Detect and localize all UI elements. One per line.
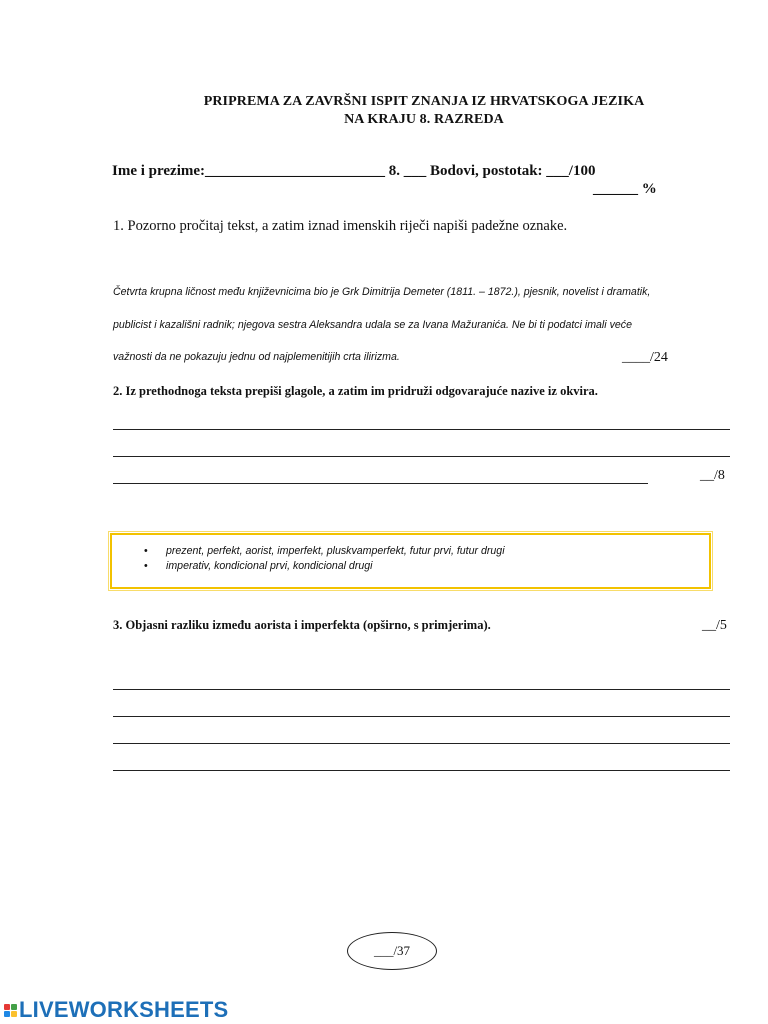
answer-line[interactable] <box>113 483 648 484</box>
word-box-item: • prezent, perfekt, aorist, imperfekt, pluskvamperfekt, futur prvi, futur drugi <box>166 544 709 559</box>
liveworksheets-logo <box>4 997 228 1023</box>
logo-square <box>11 1011 17 1017</box>
logo-square <box>4 1004 10 1010</box>
answer-line[interactable] <box>113 456 730 457</box>
answer-line[interactable] <box>113 716 730 717</box>
answer-line[interactable] <box>113 689 730 690</box>
answer-line[interactable] <box>113 429 730 430</box>
answer-line[interactable] <box>113 770 730 771</box>
question-1-text: 1. Pozorno pročitaj tekst, a zatim iznad imenskih riječi napiši padežne oznake. <box>113 218 568 234</box>
answer-line[interactable] <box>113 743 730 744</box>
logo-square <box>11 1004 17 1010</box>
percent-line: ______ % <box>593 181 657 197</box>
student-name-line: Ime i prezime:________________________ 8. ___ Bodovi, postotak: ___/100 <box>112 163 596 179</box>
question-2-text: 2. Iz prethodnoga teksta prepiši glagole, a zatim im pridruži odgovarajuće nazive iz okvira. <box>113 384 598 398</box>
logo-text: LIVEWORKSHEETS <box>19 997 229 1022</box>
question-2-score: __/8 <box>700 468 725 483</box>
passage-line-1: Četvrta krupna ličnost među književnicima bio je Grk Dimitrija Demeter (1811. – 1872.), pjesnik, novelist i dramatik, <box>113 286 651 298</box>
worksheet-title-line2: NA KRAJU 8. RAZREDA <box>344 112 504 127</box>
question-1-score: ____/24 <box>622 350 668 365</box>
word-box-item: • imperativ, kondicional prvi, kondicional drugi <box>166 559 709 574</box>
logo-squares-icon <box>4 1004 17 1017</box>
logo-square <box>4 1011 10 1017</box>
question-3-text: 3. Objasni razliku između aorista i imperfekta (opširno, s primjerima). <box>113 618 491 632</box>
total-score: ___/37 <box>373 943 411 958</box>
word-box <box>110 533 711 589</box>
question-3-score: __/5 <box>702 618 727 633</box>
passage-line-3: važnosti da ne pokazuju jednu od najplemenitijih crta ilirizma. <box>113 351 400 363</box>
total-score-oval <box>347 932 437 970</box>
worksheet-title-line1: PRIPREMA ZA ZAVRŠNI ISPIT ZNANJA IZ HRVATSKOGA JEZIKA <box>203 94 645 109</box>
passage-line-2: publicist i kazališni radnik; njegova sestra Aleksandra udala se za Ivana Mažuranića. Ne bi ti podatci imali veće <box>113 319 632 331</box>
